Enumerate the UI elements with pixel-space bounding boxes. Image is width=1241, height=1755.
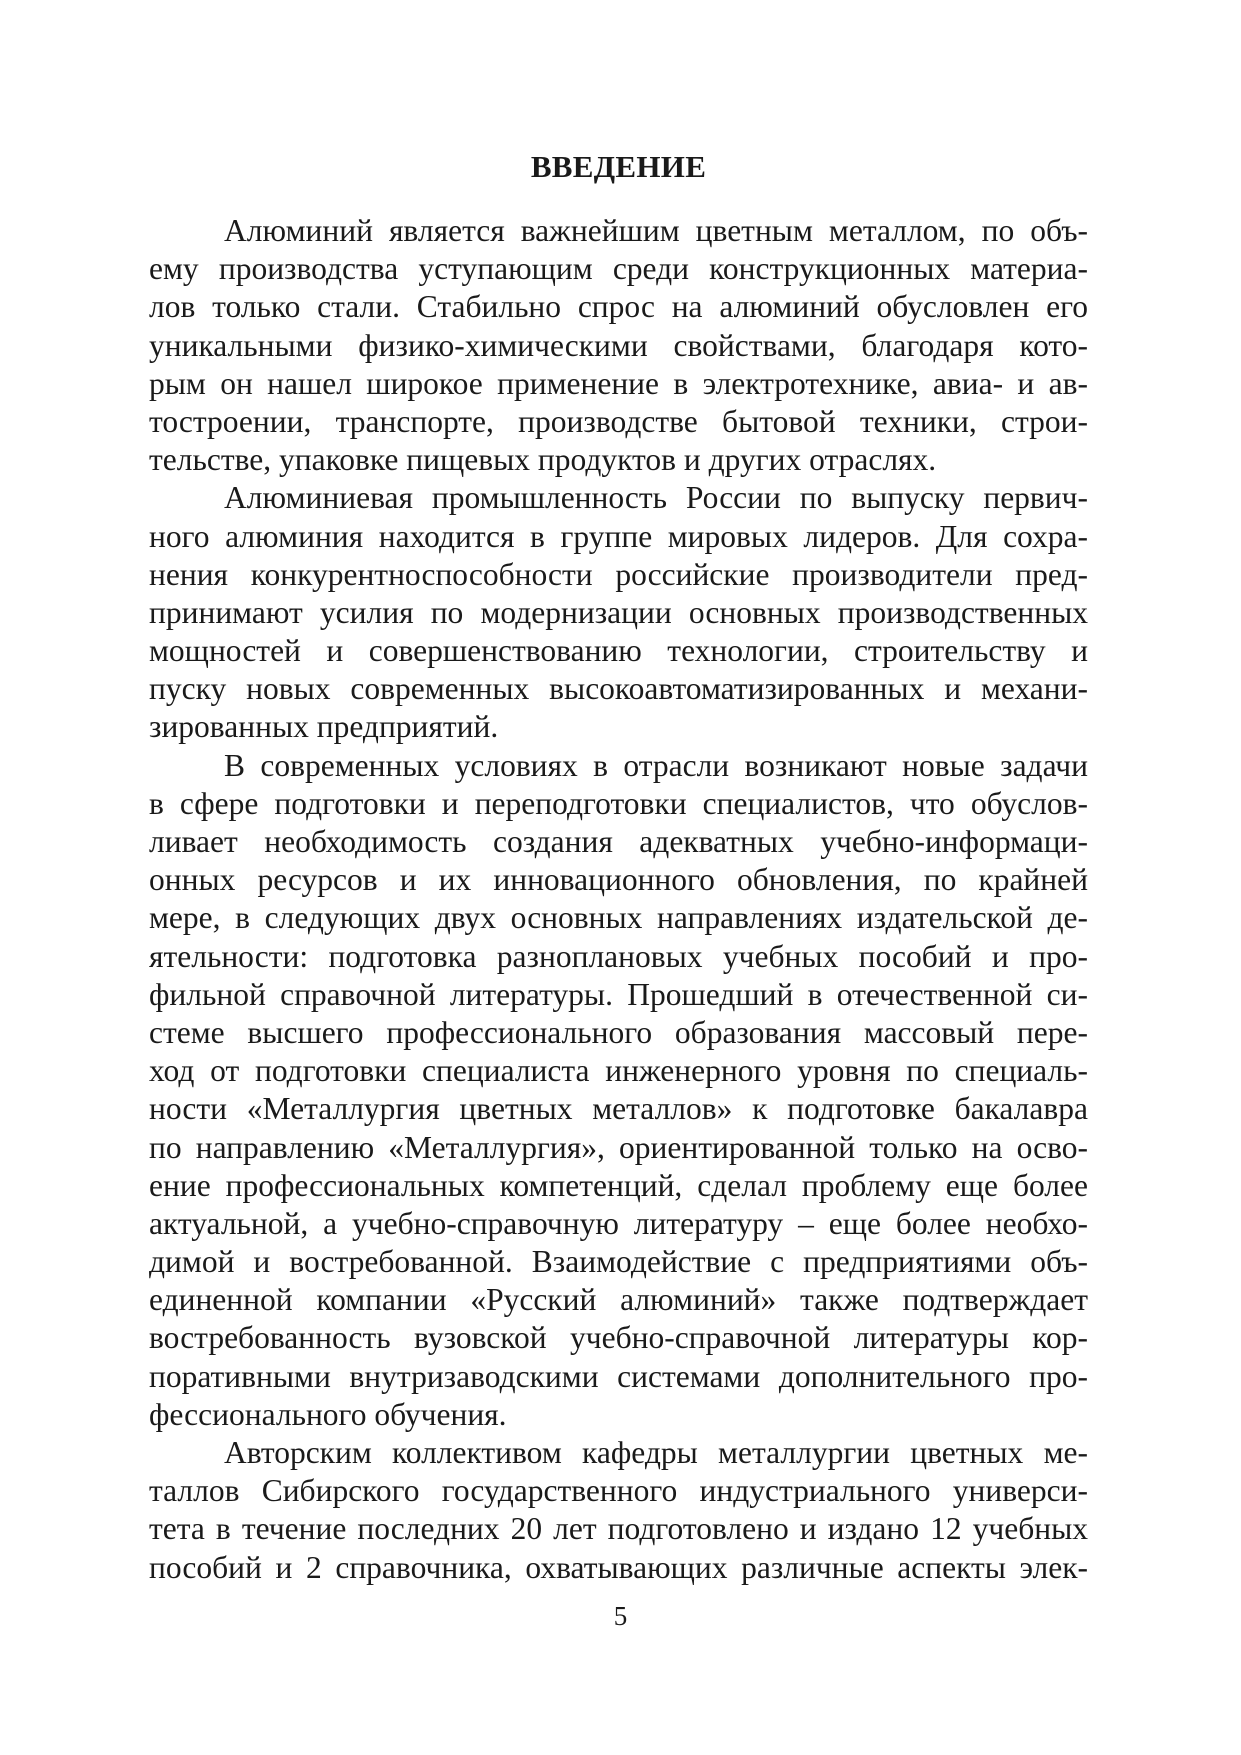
text-line: уникальными физико-химическими свойствами, благодаря кото- (149, 327, 1088, 363)
text-line: лов только стали. Стабильно спрос на алюминий обусловлен его (149, 289, 1088, 325)
text-line: востребованность вузовской учебно-справочной литературы кор- (149, 1320, 1088, 1356)
body-text (149, 212, 1088, 1587)
text-line: онных ресурсов и их инновационного обновления, по крайней (149, 862, 1088, 898)
text-line: ему производства уступающим среди конструкционных материа- (149, 251, 1088, 287)
text-line: по направлению «Металлургия», ориентированной только на осво- (149, 1129, 1088, 1165)
text-line: тостроении, транспорте, производстве бытовой техники, строи- (149, 403, 1088, 439)
text-line: фильной справочной литературы. Прошедший в отечественной си- (149, 976, 1088, 1012)
text-line: фессионального обучения. (149, 1396, 507, 1432)
text-line: мощностей и совершенствованию технологии, строительству и (149, 633, 1088, 669)
text-line: пособий и 2 справочника, охватывающих различные аспекты элек- (149, 1549, 1088, 1585)
text-line: Авторским коллективом кафедры металлургии цветных ме- (224, 1435, 1088, 1470)
paragraph (149, 747, 1088, 1434)
text-line: ного алюминия находится в группе мировых лидеров. Для сохра- (149, 518, 1088, 554)
text-line: димой и востребованной. Взаимодействие с предприятиями объ- (149, 1244, 1088, 1280)
text-line: рым он нашел широкое применение в электротехнике, авиа- и ав- (149, 365, 1088, 401)
text-line: актуальной, а учебно-справочную литературу – еще более необхо- (149, 1205, 1088, 1241)
text-line: Алюминий является важнейшим цветным металлом, по объ- (224, 213, 1088, 248)
text-line: единенной компании «Русский алюминий» также подтверждает (149, 1282, 1088, 1318)
text-line: ение профессиональных компетенций, сделал проблему еще более (149, 1167, 1088, 1203)
paragraph (149, 479, 1088, 746)
text-line: в сфере подготовки и переподготовки специалистов, что обуслов- (149, 785, 1088, 821)
text-line: тета в течение последних 20 лет подготовлено и издано 12 учебных (149, 1511, 1088, 1547)
text-line: В современных условиях в отрасли возникают новые задачи (224, 747, 1088, 783)
text-line: стеме высшего профессионального образования массовый пере- (149, 1014, 1088, 1050)
page-title: ВВЕДЕНИЕ (530, 149, 707, 184)
text-line: ливает необходимость создания адекватных учебно-информаци- (149, 824, 1088, 859)
text-line: поративными внутризаводскими системами дополнительного про- (149, 1358, 1088, 1394)
text-line: нения конкурентноспособности российские производители пред- (149, 556, 1088, 592)
text-line: таллов Сибирского государственного индустриального универси- (149, 1473, 1088, 1509)
text-line: ход от подготовки специалиста инженерного уровня по специаль- (149, 1053, 1088, 1089)
paragraph (149, 1434, 1088, 1587)
text-line: ятельности: подготовка разноплановых учебных пособий и про- (149, 938, 1088, 974)
text-line: Алюминиевая промышленность России по выпуску первич- (224, 480, 1088, 516)
page-number: 5 (613, 1601, 628, 1631)
text-line: принимают усилия по модернизации основных производственных (149, 594, 1088, 630)
paragraph (149, 212, 1088, 479)
text-line: мере, в следующих двух основных направлениях издательской де- (149, 900, 1088, 936)
text-line: пуску новых современных высокоавтоматизированных и механи- (149, 671, 1088, 707)
text-line: тельстве, упаковке пищевых продуктов и других отраслях. (149, 442, 937, 478)
text-line: зированных предприятий. (149, 709, 499, 745)
text-line: ности «Металлургия цветных металлов» к подготовке бакалавра (149, 1091, 1088, 1127)
